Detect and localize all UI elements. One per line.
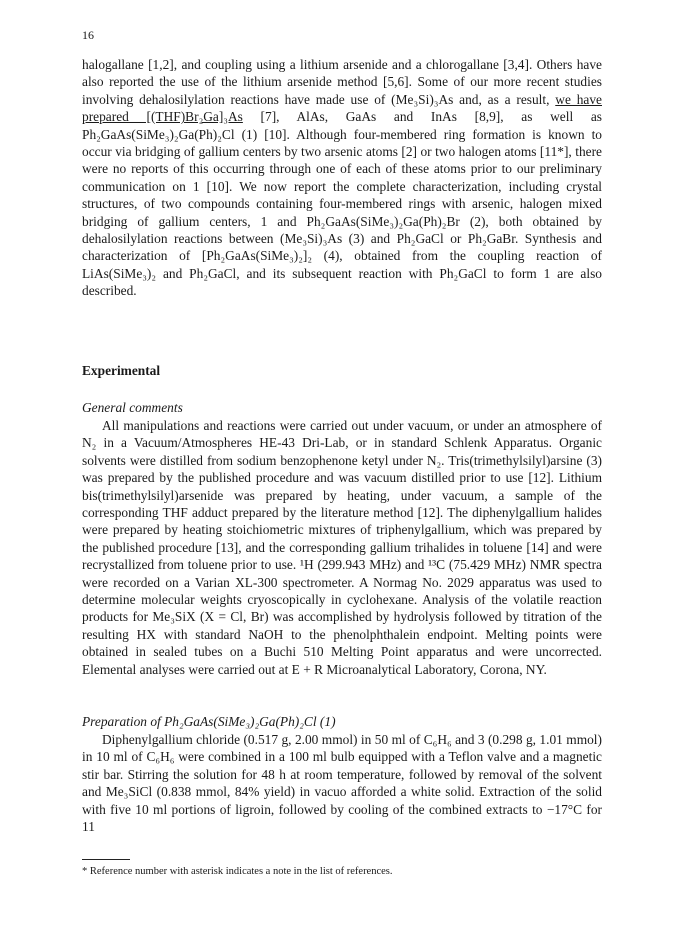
general-comments-paragraph	[82, 417, 602, 678]
intro-paragraph	[82, 56, 602, 300]
general-comments-heading: General comments	[82, 400, 183, 415]
preparation-heading: Preparation of Ph₂GaAs(SiMe₃)₂Ga(Ph)₂Cl (1)	[82, 714, 336, 729]
intro-underlined-phrase: we have prepared [(THF)Br₂Ga]₃As	[82, 91, 602, 125]
intro-text-end: [7], AlAs, GaAs and InAs [8,9], as well as Ph₂GaAs(SiMe₃)₂Ga(Ph)₂Cl (1) [10]. Although four-membered ring formation is known to occur via bridging of gallium centers by two arsenic atoms [2] or two halogen atoms [11*], there were no reports of this occurring through one of each of these atoms prior to our preliminary communication on 1 [10]. We now report the complete characterization, including crystal structures, of two compounds containing four-membered rings with arsenic, halogen mixed bridging of gallium centers, 1 and Ph₂GaAs(SiMe₃)₂Ga(Ph)₂Br (2), both obtained by dehalosilylation reactions between (Me₃Si)₃As (3) and Ph₂GaCl or Ph₂GaBr. Synthesis and characterization of [Ph₂GaAs(SiMe₃)₂]₂ (4), obtained from the coupling reaction of LiAs(SiMe₃)₂ and Ph₂GaCl, and its subsequent reaction with Ph₂GaCl to form 1 are also described.	[82, 109, 602, 299]
intro-text-start: halogallane [1,2], and coupling using a lithium arsenide and a chlorogallane [3,4]. Others have also reported the use of the lithium arsenide method [5,6]. Some of our more recent studies involving dehalosilylation reactions have made use of (Me₃Si)₃As and, as a result,	[82, 57, 602, 107]
page-number: 16	[82, 28, 94, 42]
footnote-divider	[82, 859, 130, 860]
experimental-heading: Experimental	[82, 363, 161, 378]
preparation-text: Diphenylgallium chloride (0.517 g, 2.00 mmol) in 50 ml of C₆H₆ and 3 (0.298 g, 1.01 mmol) in 10 ml of C₆H₆ were combined in a 100 ml bulb equipped with a Teflon valve and a magnetic stir bar. Stirring the solution for 48 h at room temperature, followed by removal of the solvent and Me₃SiCl (0.838 mmol, 84% yield) in vacuo afforded a white solid. Extraction of the solid with five 10 ml portions of ligroin, followed by cooling of the combined extracts to −17°C for 11	[82, 732, 602, 835]
preparation-paragraph	[82, 731, 602, 835]
general-comments-text: All manipulations and reactions were carried out under vacuum, or under an atmosphere of N₂ in a Vacuum/Atmospheres HE-43 Dri-Lab, or in standard Schlenk Apparatus. Organic solvents were distilled from sodium benzophenone ketyl under N₂. Tris(trimethylsilyl)arsine (3) was prepared by the published procedure and was vacuum distilled prior to use [12]. Lithium bis(trimethylsilyl)arsenide was prepared by heating, under vacuum, a sample of the corresponding THF adduct prepared by the literature method [12]. The diphenylgallium halides were prepared by heating stoichiometric mixtures of triphenylgallium, which was prepared by the published procedure [13], and the corresponding gallium trihalides in toluene [14] and were recrystallized from toluene prior to use. ¹H (299.943 MHz) and ¹³C (75.429 MHz) NMR spectra were recorded on a Varian XL-300 spectrometer. A Normag No. 2029 apparatus was used to determine molecular weights cryoscopically in cyclohexane. Analysis of the volatile reaction products for Me₃SiX (X = Cl, Br) was accomplished by hydrolysis followed by titration of the resulting HX with standard NaOH to the phenolphthalein endpoint. Melting points were obtained in sealed tubes on a Buchi 510 Melting Point apparatus and were uncorrected. Elemental analyses were carried out at E + R Microanalytical Laboratory, Corona, NY.	[82, 418, 602, 677]
footnote: * Reference number with asterisk indicates a note in the list of references.	[82, 866, 393, 877]
